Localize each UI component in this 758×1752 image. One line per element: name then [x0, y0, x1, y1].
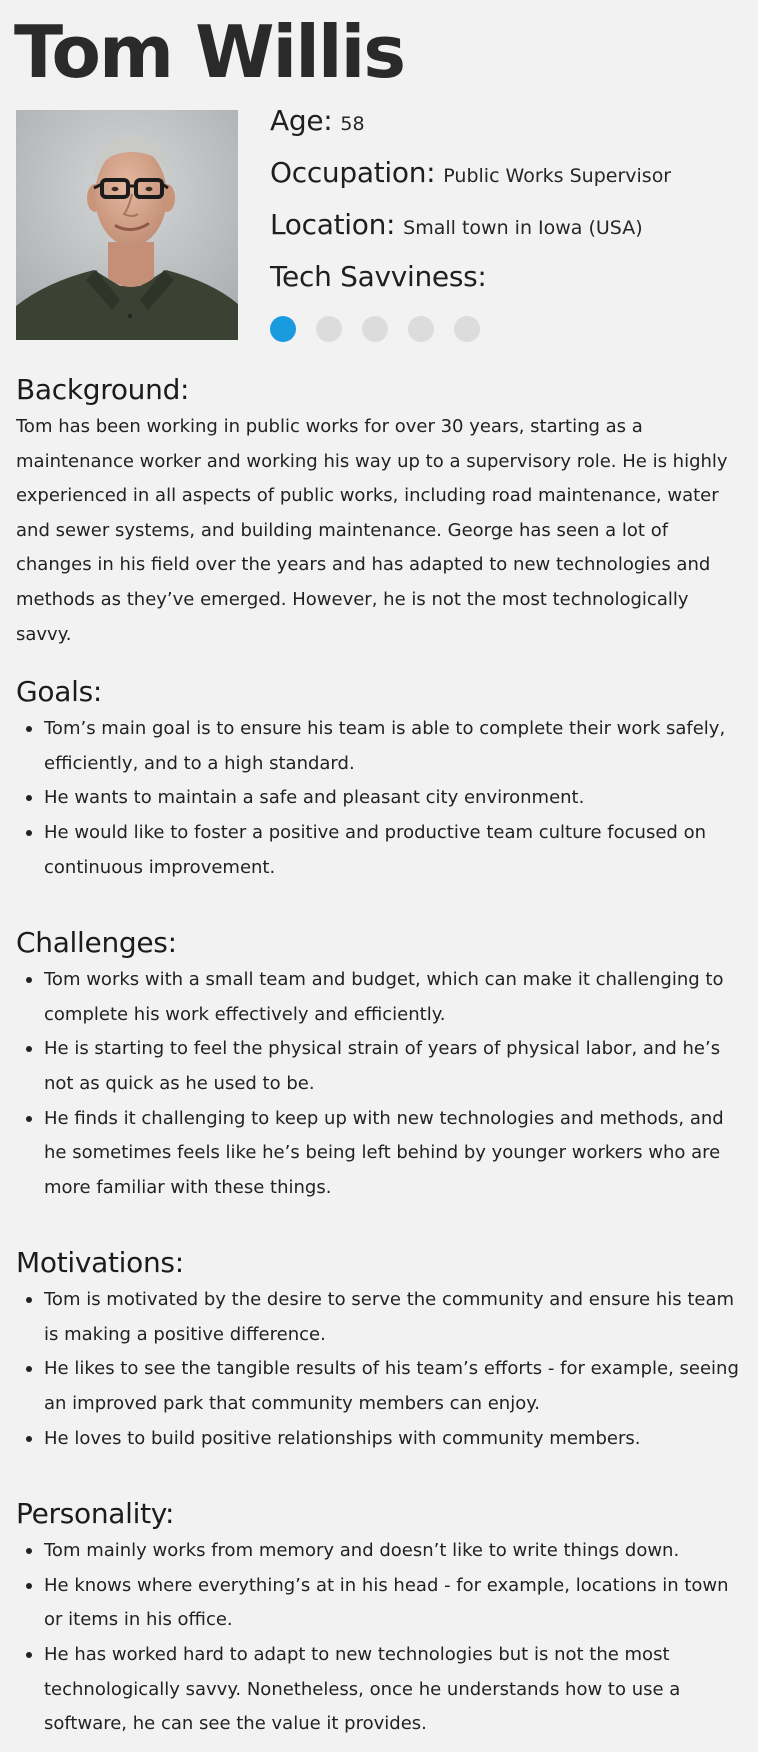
- fact-label: Location:: [270, 208, 396, 241]
- list-item: He knows where everything’s at in his head - for example, locations in town or items in his office.: [16, 1569, 742, 1638]
- section-goals: [16, 674, 742, 885]
- section-title: Motivations:: [16, 1246, 184, 1280]
- list-item: He would like to foster a positive and productive team culture focused on continuous improvement.: [16, 816, 742, 885]
- list-item: Tom is motivated by the desire to serve the community and ensure his team is making a positive difference.: [16, 1283, 742, 1352]
- rating-dot-filled: [270, 316, 296, 342]
- portrait-illustration: [16, 110, 238, 340]
- rating-dot-empty: [454, 316, 480, 342]
- section-background: [16, 372, 742, 652]
- section-title: Challenges:: [16, 926, 177, 960]
- list-item: He has worked hard to adapt to new technologies but is not the most technologically savvy. Nonetheless, once he understands how to use a software, he can see the value it provides.: [16, 1638, 742, 1742]
- section-title: Goals:: [16, 675, 102, 709]
- motivations-list: [16, 1283, 742, 1456]
- list-item: He finds it challenging to keep up with new technologies and methods, and he sometimes feels like he’s being left behind by younger workers who are more familiar with these things.: [16, 1102, 742, 1206]
- section-challenges: [16, 925, 742, 1205]
- persona-facts: [270, 104, 740, 342]
- goals-list: [16, 712, 742, 885]
- list-item: Tom’s main goal is to ensure his team is able to complete their work safely, efficiently, and to a high standard.: [16, 712, 742, 781]
- list-item: He loves to build positive relationships with community members.: [16, 1422, 742, 1457]
- list-item: Tom mainly works from memory and doesn’t like to write things down.: [16, 1534, 742, 1569]
- fact-value: 58: [340, 113, 365, 135]
- list-item: He is starting to feel the physical strain of years of physical labor, and he’s not as quick as he used to be.: [16, 1032, 742, 1101]
- rating-dot-empty: [316, 316, 342, 342]
- tech-savviness-rating: [270, 316, 740, 342]
- section-motivations: [16, 1245, 742, 1456]
- fact-occupation: [270, 156, 740, 208]
- personality-list: [16, 1534, 742, 1742]
- persona-name: Tom Willis: [14, 10, 405, 94]
- rating-dot-empty: [362, 316, 388, 342]
- rating-dot-empty: [408, 316, 434, 342]
- fact-tech-savviness: [270, 260, 740, 312]
- persona-details: [16, 372, 742, 1752]
- section-title: Personality:: [16, 1497, 175, 1531]
- fact-location: [270, 208, 740, 260]
- background-text: Tom has been working in public works for over 30 years, starting as a maintenance worker and working his way up to a supervisory role. He is highly experienced in all aspects of public works, including road maintenance, water and sewer systems, and building maintenance. George has seen a lot of changes in his field over the years and has adapted to new technologies and methods as they’ve emerged. However, he is not the most technologically savvy.: [16, 416, 728, 645]
- list-item: Tom works with a small team and budget, which can make it challenging to complete his work effectively and efficiently.: [16, 963, 742, 1032]
- section-personality: [16, 1496, 742, 1742]
- fact-age: [270, 104, 740, 156]
- list-item: He wants to maintain a safe and pleasant city environment.: [16, 781, 742, 816]
- section-title: Background:: [16, 373, 190, 406]
- fact-value: Small town in Iowa (USA): [403, 217, 643, 239]
- challenges-list: [16, 963, 742, 1205]
- fact-value: Public Works Supervisor: [443, 165, 672, 187]
- fact-label: Age:: [270, 104, 333, 137]
- list-item: He likes to see the tangible results of his team’s efforts - for example, seeing an improved park that community members can enjoy.: [16, 1352, 742, 1421]
- persona-photo: [16, 110, 238, 340]
- fact-label: Occupation:: [270, 156, 436, 189]
- fact-label: Tech Savviness:: [270, 260, 487, 293]
